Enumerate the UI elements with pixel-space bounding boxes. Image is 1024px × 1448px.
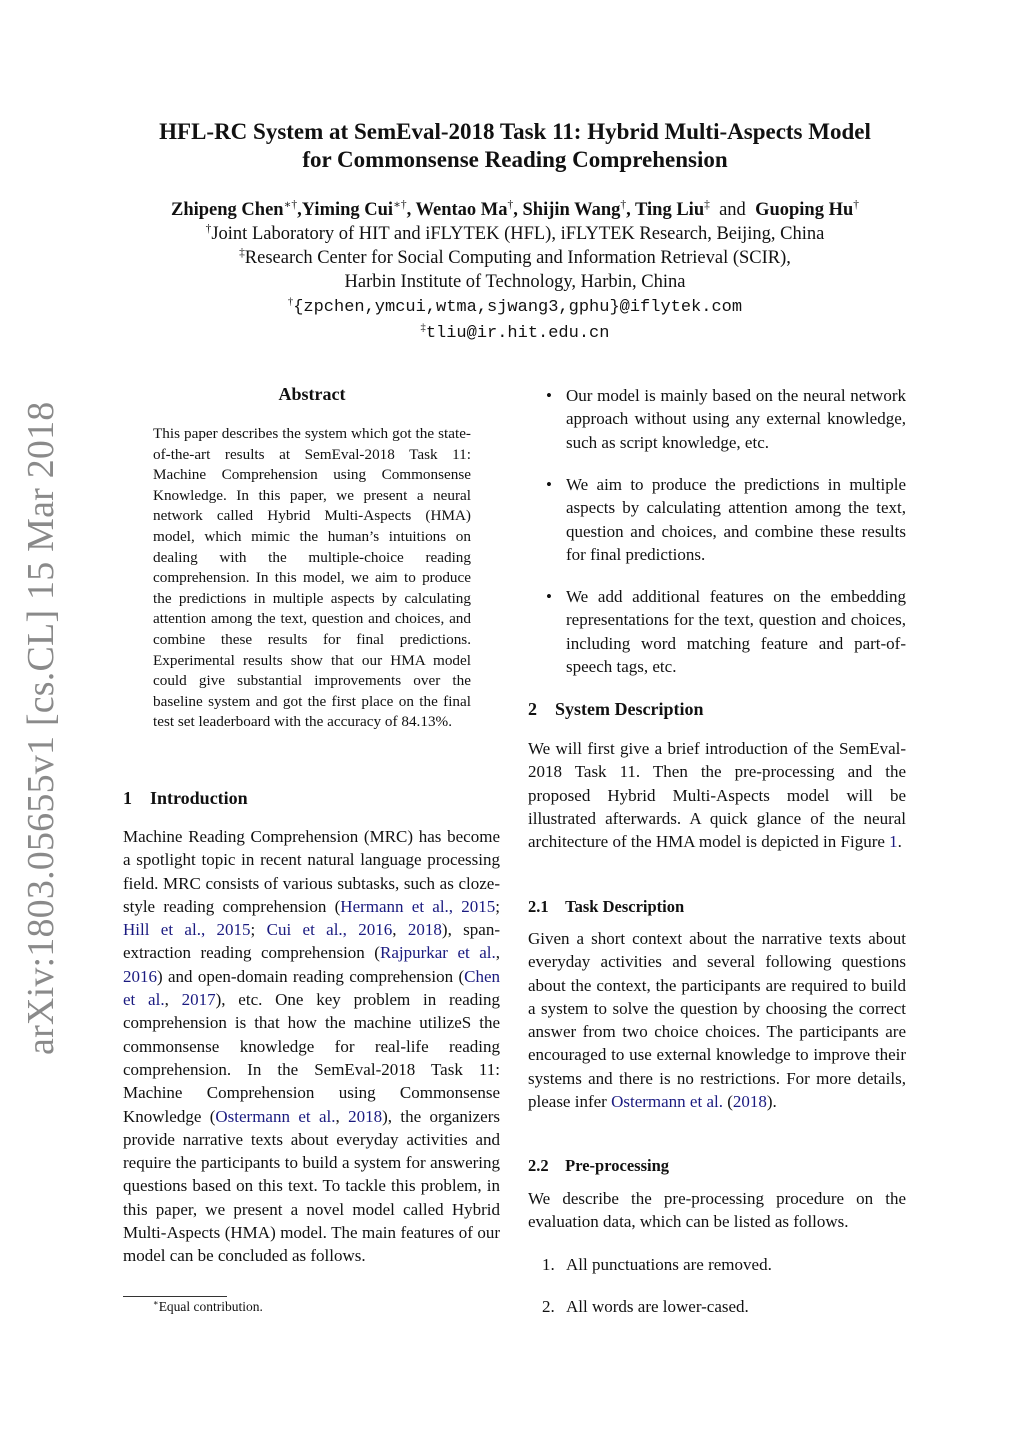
bullet-text: We add additional features on the embedding representations for the text, question and choices, including word matching feature and part-of-speech tags, etc. xyxy=(566,587,906,676)
email-mark: ‡ xyxy=(420,322,426,334)
body-text: ), the organizers provide narrative texts about everyday activities and require the participants to build a system for answering questions based on this text. To tackle this problem, in this paper, we present a novel model called Hybrid Multi-Aspects (HMA) model. The main features of our model can be concluded as follows. xyxy=(123,1106,500,1266)
body-text: Given a short context about the narrative texts about everyday activities and several following questions about the context, the participants are required to build a system to solve the question by choosing the correct answer from two choice choices. The participants are encouraged to use external knowledge to improve their systems and there is no restrictions. For more details, please infer xyxy=(528,929,906,1112)
author-name: Zhipeng Chen xyxy=(171,200,284,220)
subsection-title: Task Description xyxy=(565,897,685,916)
footnote-divider xyxy=(123,1296,227,1297)
citation-link[interactable]: 2018 xyxy=(407,920,442,940)
author-line xyxy=(110,198,920,222)
citation-link[interactable]: Hill et al., 2015 xyxy=(123,920,251,940)
bullet-text: Our model is mainly based on the neural network approach without using any external knowledge, such as script knowledge, etc. xyxy=(566,386,906,452)
body-text: ). xyxy=(766,1092,777,1112)
affiliation-line xyxy=(110,222,920,246)
email-line xyxy=(110,294,920,320)
affiliation-line xyxy=(110,246,920,270)
author-name: , Shijin Wang xyxy=(513,200,621,220)
author-conjunction: and xyxy=(719,200,746,220)
list-number: 2. xyxy=(542,1297,555,1316)
list-item-text: All punctuations are removed. xyxy=(566,1255,772,1274)
email-address[interactable]: {zpchen,ymcui,wtma,sjwang3,gphu}@iflytek.com xyxy=(293,298,743,317)
body-text: Machine Reading Comprehension (MRC) has become a spotlight topic in recent natural language processing field. MRC consists of various subtasks, such as cloze-style reading comprehension ( xyxy=(123,827,500,916)
section-title: Introduction xyxy=(150,788,248,808)
citation-separator: ( xyxy=(722,1092,733,1112)
arxiv-identifier-stamp: arXiv:1803.05655v1 [cs.CL] 15 Mar 2018 xyxy=(20,401,62,1055)
author-mark: ‡ xyxy=(704,198,710,211)
section-heading-introduction xyxy=(123,788,248,809)
list-item-text: All words are lower-cased. xyxy=(566,1297,749,1316)
introduction-paragraph xyxy=(123,825,500,1268)
body-text: ) and open-domain reading comprehension ( xyxy=(157,966,465,986)
author-name: , Ting Liu xyxy=(626,200,705,220)
bullet-text: We aim to produce the predictions in multiple aspects by calculating attention among the text, question and choices, and combine these results for final predictions. xyxy=(566,475,906,564)
title-line-1: HFL-RC System at SemEval-2018 Task 11: Hybrid Multi-Aspects Model xyxy=(159,119,871,144)
citation-separator: , xyxy=(392,920,408,940)
body-text: ), etc. One key problem in reading comprehension is that how the machine utilizeS the commonsense knowledge for real-life reading comprehension. In the SemEval-2018 Task 11: Machine Comprehension using Commonsense Knowledge ( xyxy=(123,990,500,1126)
citation-link[interactable]: Cui et al., 2016 xyxy=(266,920,393,940)
footnote-text: Equal contribution. xyxy=(158,1299,263,1314)
citation-link[interactable]: Ostermann et al. xyxy=(215,1106,336,1126)
email-address[interactable]: tliu@ir.hit.edu.cn xyxy=(425,324,610,343)
system-description-paragraph xyxy=(528,737,906,853)
citation-link[interactable]: Ostermann et al. xyxy=(611,1092,723,1112)
body-text: We will first give a brief introduction of the SemEval-2018 Task 11. Then the pre-processing and the proposed Hybrid Multi-Aspects model will be illustrated afterwards. A quick glance of the neural architecture of the HMA model is depicted in Figure xyxy=(528,739,906,852)
abstract-text: This paper describes the system which got the state-of-the-art results at SemEval-2018 Task 11: Machine Comprehension using Commonsense Knowledge. In this paper, we present a neural network called Hybrid Multi-Aspects (HMA) model, which mimic the human’s intuitions on dealing with the multiple-choice reading comprehension. In this model, we aim to produce the predictions in multiple aspects by calculating attention among the text, question and choices, and combine these results for final predictions. Experimental results show that our HMA model could give substantial improvements over the baseline system and got the first place on the final test set leaderboard with the accuracy of 84.13%. xyxy=(153,425,471,731)
citation-link[interactable]: Chen et al. xyxy=(123,966,500,1010)
affiliation-text: Joint Laboratory of HIT and iFLYTEK (HFL), iFLYTEK Research, Beijing, China xyxy=(211,224,825,244)
footnote-mark: ∗ xyxy=(153,1298,159,1308)
email-line xyxy=(110,320,920,346)
body-text: . xyxy=(897,832,902,852)
feature-bullet xyxy=(528,585,906,678)
affiliation-line: Harbin Institute of Technology, Harbin, China xyxy=(344,272,686,292)
section-number: 1 xyxy=(123,788,132,808)
citation-link[interactable]: Hermann et al., 2015 xyxy=(340,896,496,916)
citation-link[interactable]: 2018 xyxy=(732,1092,767,1112)
pre-processing-paragraph: We describe the pre-processing procedure on the evaluation data, which can be listed as follows. xyxy=(528,1189,906,1232)
affiliation-mark: ‡ xyxy=(239,246,245,259)
section-heading-system-description xyxy=(528,699,703,720)
citation-separator: , xyxy=(335,1106,349,1126)
citation-separator: , xyxy=(164,990,182,1010)
subsection-heading-pre-processing xyxy=(528,1156,669,1176)
list-number: 1. xyxy=(542,1255,555,1274)
subsection-heading-task-description xyxy=(528,897,684,917)
feature-bullet xyxy=(528,473,906,566)
title-line-2: for Commonsense Reading Comprehension xyxy=(302,147,728,172)
citation-separator: , xyxy=(495,943,501,963)
subsection-title: Pre-processing xyxy=(565,1156,669,1175)
subsection-number: 2.2 xyxy=(528,1156,549,1175)
section-title: System Description xyxy=(555,699,704,719)
task-description-paragraph xyxy=(528,927,906,1113)
numbered-list-item xyxy=(528,1253,906,1276)
affiliation-text: Research Center for Social Computing and Information Retrieval (SCIR), xyxy=(244,248,791,268)
author-block xyxy=(110,198,920,346)
citation-link[interactable]: 2016 xyxy=(123,966,157,986)
citation-link[interactable]: 2017 xyxy=(181,990,216,1010)
author-name: Guoping Hu xyxy=(755,200,854,220)
paper-title xyxy=(110,118,920,174)
citation-separator: ; xyxy=(250,920,267,940)
abstract-heading: Abstract xyxy=(278,384,346,404)
email-mark: † xyxy=(287,296,294,308)
bullet-icon: • xyxy=(546,587,552,606)
footnote xyxy=(153,1299,263,1315)
author-mark: ∗† xyxy=(283,198,298,211)
affiliation-mark: † xyxy=(205,222,212,235)
author-mark: † xyxy=(507,198,514,211)
author-mark: ∗† xyxy=(393,198,407,211)
bullet-icon: • xyxy=(546,475,552,494)
numbered-list-item xyxy=(528,1295,906,1318)
citation-link[interactable]: Rajpurkar et al. xyxy=(379,943,496,963)
author-mark: † xyxy=(620,198,627,211)
section-number: 2 xyxy=(528,699,537,719)
body-text: ), span-extraction reading comprehension ( xyxy=(123,920,500,963)
citation-link[interactable]: 2018 xyxy=(348,1106,383,1126)
author-name: , Wentao Ma xyxy=(406,200,508,220)
figure-reference-link[interactable]: 1 xyxy=(889,832,898,852)
subsection-number: 2.1 xyxy=(528,897,549,916)
author-name: ,Yiming Cui xyxy=(297,200,394,220)
feature-bullet xyxy=(528,384,906,454)
citation-separator: ; xyxy=(495,896,500,916)
author-mark: † xyxy=(853,198,859,211)
bullet-icon: • xyxy=(546,386,552,405)
